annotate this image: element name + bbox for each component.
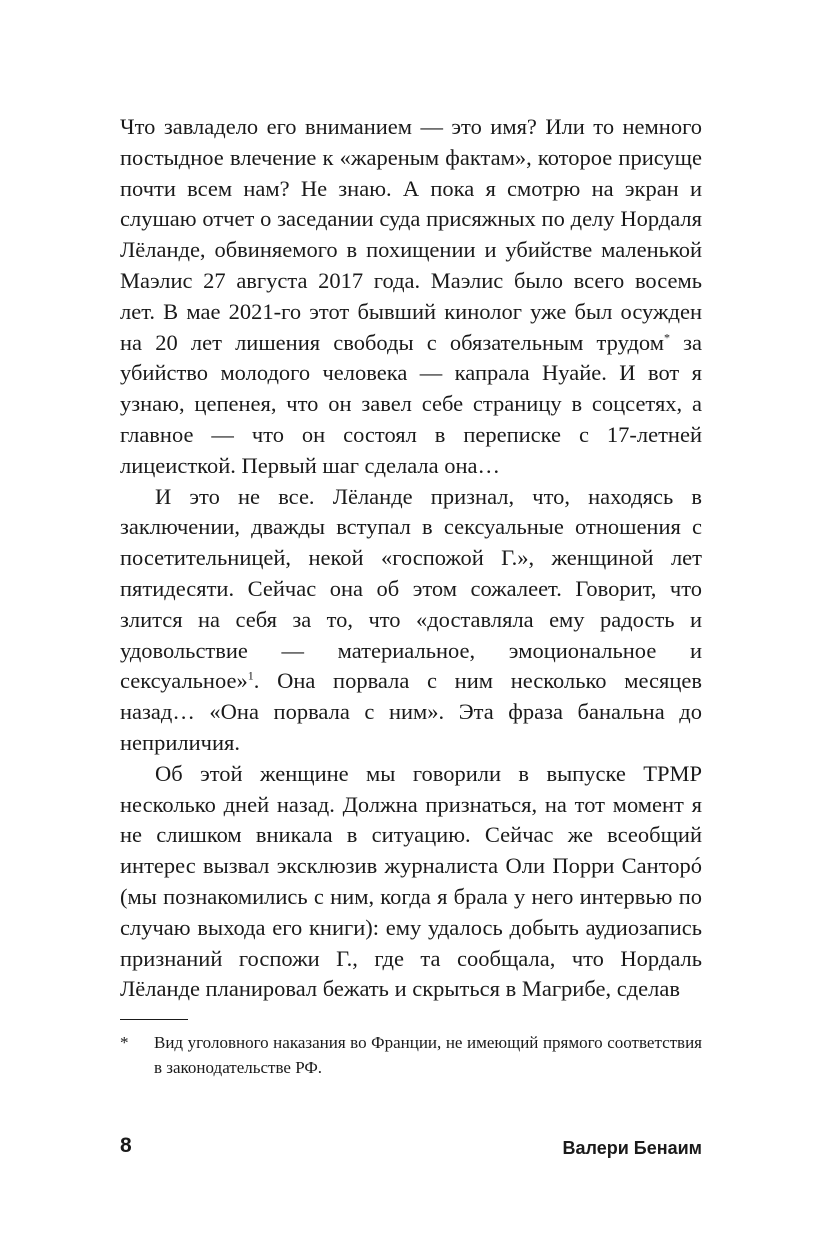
endnote-reference-1: 1 bbox=[247, 668, 254, 683]
footnote-text: Вид уголовного наказания во Франции, не имеющий прямого соответствия в законодательстве РФ. bbox=[154, 1033, 702, 1077]
paragraph-2 bbox=[120, 482, 702, 759]
page-number: 8 bbox=[120, 1134, 132, 1157]
footnote-marker: * bbox=[120, 1033, 129, 1052]
paragraph-3-text: Об этой женщине мы говорили в выпуске TPMP несколько дней назад. Должна признаться, на тот момент я не слишком вникала в ситуацию. Сейчас же всеобщий интерес вызвал эксклюзив журналиста Оли Порри Санторó (мы познакомились с ним, когда я брала у него интервью по случаю выхода его книги): ему удалось добыть аудиозапись признаний госпожи Г., где та сообщала, что Нордаль Лёланде планировал бежать и скрыться в Магрибе, сделав bbox=[120, 760, 702, 1002]
paragraph-2-tail: . Она порвала с ним несколько месяцев назад… «Она порвала с ним». Эта фраза банальна до неприличия. bbox=[120, 668, 702, 755]
paragraph-1 bbox=[120, 112, 702, 482]
page-body bbox=[120, 112, 702, 1005]
footnote-separator bbox=[120, 1019, 188, 1020]
paragraph-1-text: Что завладело его вниманием — это имя? Или то немного постыдное влечение к «жареным фактам», которое присуще почти всем нам? Не знаю. А пока я смотрю на экран и слушаю отчет о заседании суда присяжных по делу Нордаля Лёланде, обвиняемого в похищении и убийстве маленькой Маэлис 27 августа 2017 года. Маэлис было всего восемь лет. В мае 2021-го этот бывший кинолог уже был осужден на 20 лет лишения свободы с обязательным трудом bbox=[120, 114, 702, 355]
footnote bbox=[120, 1030, 702, 1080]
footnote-reference-asterisk: * bbox=[663, 330, 670, 345]
paragraph-1-tail: за убийство молодого человека — капрала Нуайе. И вот я узнаю, цепенея, что он завел себе страницу в соцсетях, а главное — что он состоял в переписке с 17-летней лицеисткой. Первый шаг сделала она… bbox=[120, 329, 703, 478]
paragraph-3 bbox=[120, 759, 702, 1005]
paragraph-2-text: И это не все. Лёланде признал, что, находясь в заключении, дважды вступал в сексуальные отношения с посетительницей, некой «госпожой Г.», женщиной лет пятидесяти. Сейчас она об этом сожалеет. Говорит, что злится на себя за то, что «доставляла ему радость и удовольствие — материальное, эмоциональное и сексуальное» bbox=[120, 483, 702, 694]
running-footer-author: Валери Бенаим bbox=[562, 1138, 702, 1158]
